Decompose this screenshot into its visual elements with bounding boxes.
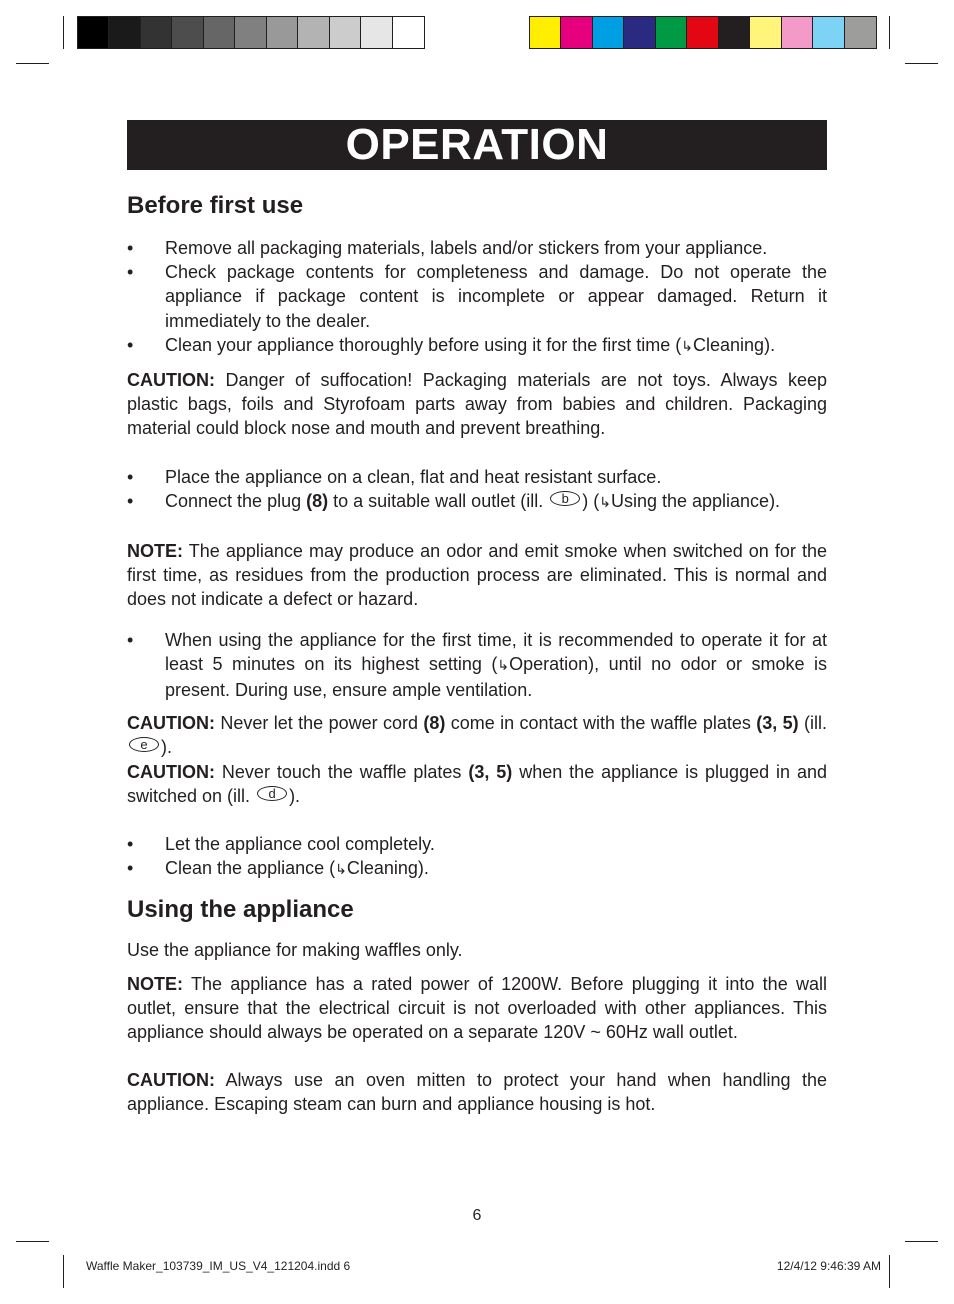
crop-mark — [889, 1255, 890, 1288]
list-item: • Clean your appliance thoroughly before using it for the first time (↳Cleaning). — [127, 334, 776, 355]
color-swatch — [561, 17, 592, 48]
cross-reference: Cleaning — [346, 858, 418, 879]
list-item: • Check package contents for completeness and damage. Do not operate the appliance if package content is incomplete or appear damaged. Return it immediately to the dealer. — [127, 262, 827, 331]
list-item: • Remove all packaging materials, labels and/or stickers from your appliance. — [127, 238, 768, 258]
bullet-list — [127, 628, 827, 703]
cross-reference: Using the appliance — [610, 490, 770, 511]
list-item: • Let the appliance cool completely. — [127, 834, 435, 855]
color-swatch — [782, 17, 813, 48]
section-heading-using-the-appliance: Using the appliance — [127, 896, 354, 924]
crop-mark — [63, 1255, 64, 1288]
color-swatch — [750, 17, 781, 48]
color-swatch — [719, 17, 750, 48]
color-swatch — [393, 17, 424, 48]
color-swatch — [267, 17, 298, 48]
color-swatch — [593, 17, 624, 48]
illustration-ref-badge: b — [550, 491, 580, 506]
color-swatch — [109, 17, 140, 48]
color-swatch — [813, 17, 844, 48]
reference-arrow-icon: ↳ — [335, 862, 347, 879]
page-title: OPERATION — [345, 120, 609, 169]
color-swatch — [78, 17, 109, 48]
color-swatch — [845, 17, 876, 48]
note-paragraph: NOTE: The appliance may produce an odor and emit smoke when switched on for the first time, as residues from the production process are eliminated. This is normal and does not indicate a defect or hazard. — [127, 541, 827, 610]
bullet-list — [127, 236, 827, 359]
bullet-list — [127, 832, 827, 882]
illustration-ref-badge: d — [257, 786, 287, 801]
color-swatch — [530, 17, 561, 48]
color-swatch — [687, 17, 718, 48]
color-swatch — [330, 17, 361, 48]
reference-arrow-icon: ↳ — [599, 494, 611, 511]
color-swatch — [656, 17, 687, 48]
page-number: 6 — [472, 1207, 482, 1224]
illustration-ref-badge: e — [129, 737, 159, 752]
file-slug: Waffle Maker_103739_IM_US_V4_121204.indd 6 — [86, 1259, 351, 1273]
color-swatch — [172, 17, 203, 48]
caution-paragraph: CAUTION: Always use an oven mitten to protect your hand when handling the appliance. Escaping steam can burn and appliance housing is hot. — [127, 1070, 827, 1115]
color-swatch — [204, 17, 235, 48]
crop-mark — [905, 63, 938, 64]
color-registration-bar — [529, 16, 877, 49]
color-swatch — [361, 17, 392, 48]
caution-paragraph: CAUTION: Never let the power cord (8) come in contact with the waffle plates (3, 5) (ill. e ). — [127, 713, 827, 758]
caution-paragraph: CAUTION: Never touch the waffle plates (3, 5) when the appliance is plugged in and switched on (ill. d ). — [127, 761, 827, 806]
list-item: • When using the appliance for the first time, it is recommended to operate it for at least 5 minutes on its highest setting (↳Operation), until no odor or smoke is present. During use, ensure ample ventilation. — [127, 629, 827, 701]
section-heading-before-first-use: Before first use — [127, 192, 304, 219]
crop-mark — [905, 1241, 938, 1242]
bullet-list — [127, 465, 827, 515]
note-paragraph: NOTE: The appliance has a rated power of 1200W. Before plugging it into the wall outlet, ensure that the electrical circuit is not overloaded with other appliances. This appliance should always be operated on a separate 120V ~ 60Hz wall outlet. — [127, 973, 827, 1043]
list-item: • Connect the plug (8) to a suitable wall outlet (ill. b ) (↳Using the appliance). — [127, 490, 781, 511]
list-item: • Place the appliance on a clean, flat and heat resistant surface. — [127, 466, 662, 487]
reference-arrow-icon: ↳ — [681, 338, 694, 355]
cross-reference: Cleaning — [693, 334, 765, 355]
color-swatch — [141, 17, 172, 48]
grayscale-registration-bar — [77, 16, 425, 49]
caution-paragraph: CAUTION: Danger of suffocation! Packaging materials are not toys. Always keep plastic bags, foils and Styrofoam parts away from babies and children. Packaging material could block nose and mouth and prevent breathing. — [127, 370, 827, 439]
list-item: • Clean the appliance (↳Cleaning). — [127, 858, 429, 879]
print-timestamp: 12/4/12 9:46:39 AM — [776, 1259, 881, 1273]
page-title-band — [127, 120, 827, 170]
main-content — [127, 190, 827, 1117]
crop-mark — [16, 63, 49, 64]
color-swatch — [624, 17, 655, 48]
reference-arrow-icon: ↳ — [497, 657, 510, 674]
crop-mark — [889, 16, 890, 49]
color-swatch — [235, 17, 266, 48]
color-swatch — [298, 17, 329, 48]
crop-mark — [16, 1241, 49, 1242]
intro-paragraph: Use the appliance for making waffles only. — [127, 940, 463, 961]
crop-mark — [63, 16, 64, 49]
cross-reference: Operation — [509, 653, 589, 674]
